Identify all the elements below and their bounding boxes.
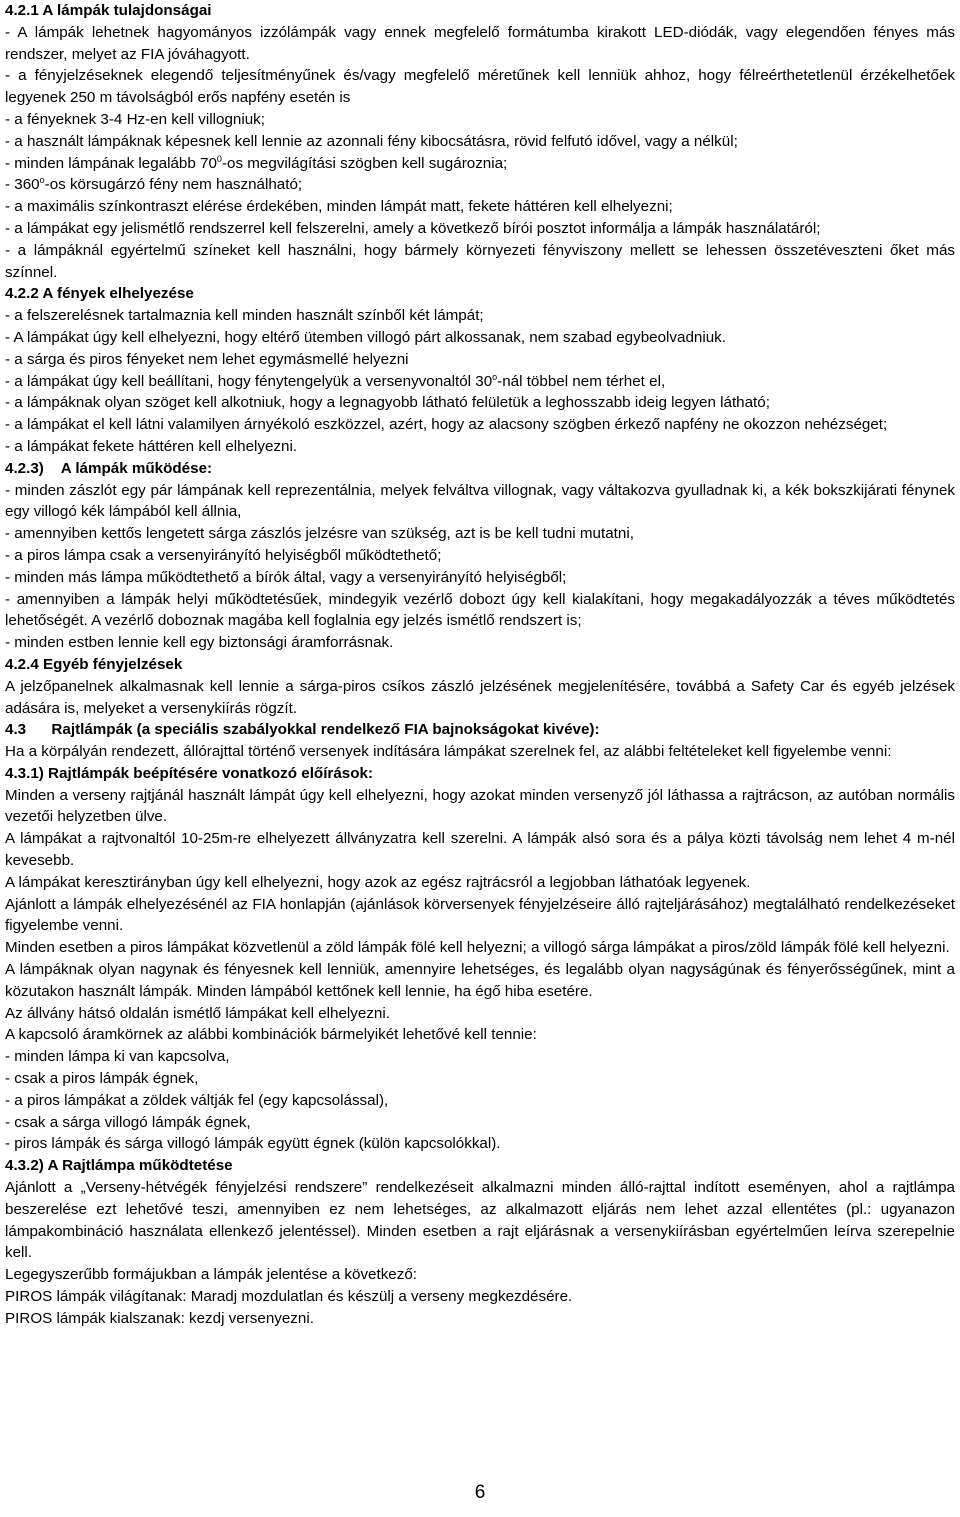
paragraph: Minden esetben a piros lámpákat közvetlenül a zöld lámpák fölé kell helyezni; a villogó sárga lámpákat a piros/zöld lámpák fölé kell helyezni. [5, 939, 950, 957]
section-heading: 4.2.2 A fények elhelyezése [5, 285, 194, 303]
paragraph: Ha a körpályán rendezett, állórajttal történő versenyek indítására lámpákat szerelnek fel, az alábbi feltételeket kell figyelembe venni: [5, 743, 892, 761]
paragraph: Minden a verseny rajtjánál használt lámpát úgy kell elhelyezni, hogy azokat minden versenyző jól láthassa a rajtrácson, az autóban normális vezetői helyzetben ülve. [5, 786, 955, 826]
paragraph: A jelzőpanelnek alkalmasnak kell lennie a sárga-piros csíkos zászló jelzésének megjelenítésére, továbbá a Safety Car és egyéb jelzések adására is, melyeket a versenykiírás rögzít. [5, 677, 955, 717]
list-item: - a fényeknek 3-4 Hz-en kell villogniuk; [5, 110, 265, 128]
superscript: o [39, 175, 45, 186]
section-heading: 4.2.1 A lámpák tulajdonságai [5, 2, 212, 19]
list-item: - amennyiben kettős lengetett sárga zászlós jelzésre van szükség, azt is be kell tudni mutatni, [5, 525, 634, 543]
text-run: - 360 [5, 176, 40, 194]
paragraph: A lámpákat a rajtvonaltól 10-25m-re elhelyezett állványzatra kell szerelni. A lámpák alsó sora és a pálya közti távolság nem lehet 4 m-nél kevesebb. [5, 830, 955, 870]
superscript: o [492, 371, 498, 382]
list-item: - a sárga és piros fényeket nem lehet egymásmellé helyezni [5, 350, 409, 368]
text-run: -nál többel nem térhet el, [497, 372, 666, 390]
list-item: - a lámpáknál egyértelmű színeket kell használni, hogy bármely környezeti fényviszony mellett se lehessen összetéveszteni őket más színnel. [5, 241, 955, 281]
text-run: -os körsugárzó fény nem használható; [44, 176, 303, 194]
list-item: - a lámpákat egy jelismétlő rendszerrel kell felszerelni, amely a következő bírói posztot informálja a lámpák használatáról; [5, 219, 821, 237]
document-page [5, 0, 955, 1330]
section-heading: 4.2.4 Egyéb fényjelzések [5, 655, 183, 673]
section-4-3-2 [5, 1155, 955, 1329]
list-item: - a maximális színkontraszt elérése érdekében, minden lámpát matt, fekete háttéren kell elhelyezni; [5, 198, 673, 216]
section-4-2-2 [5, 283, 955, 457]
list-item: - minden más lámpa működtethető a bírók által, vagy a versenyirányító helyiségből; [5, 568, 567, 586]
paragraph: Az állvány hátsó oldalán ismétlő lámpákat kell elhelyezni. [5, 1004, 390, 1022]
paragraph: Ajánlott a „Verseny-hétvégék fényjelzési rendszere” rendelkezéseit alkalmazni minden álló-rajttal indított eseményen, ahol a rajtlámpa beszerelése ezt lehetővé teszi, amennyiben ez nem lehetséges, az alkalmazott eljárás nem lehet azzal ellentétes (pl.: ugyanazon lámpakombináció használata ellenkező jelentéssel). Minden esetben a rajt eljárásnak a versenykiírásban egyértelműen leírva szerepelnie kell. [5, 1179, 955, 1262]
list-item: - a lámpákat el kell látni valamilyen árnyékoló eszközzel, azért, hogy az alacsony szögben érkező napfény ne okozzon nehézséget; [5, 416, 888, 434]
list-item: - amennyiben a lámpák helyi működtetésűek, mindegyik vezérlő dobozt úgy kell kialakítani, hogy megakadályozzák a téves működtetés lehetőségét. A vezérlő doboznak magába kell foglalnia egy jelzés ismétlő rendszert is; [5, 590, 955, 630]
list-item: - a felszerelésnek tartalmaznia kell minden használt színből két lámpát; [5, 307, 484, 325]
list-item: - minden zászlót egy pár lámpának kell reprezentálnia, melyek felváltva villognak, vagy váltakozva gyulladnak ki, a kék bokszkijárati fénynek egy villogó kék lámpából kell állnia, [5, 481, 955, 521]
paragraph: A lámpákat keresztirányban úgy kell elhelyezni, hogy azok az egész rajtrácsról a legjobban láthatóak legyenek. [5, 873, 751, 891]
section-4-3 [5, 719, 955, 763]
list-item: - minden lámpa ki van kapcsolva, [5, 1048, 230, 1066]
text-run: -os megvilágítási szögben kell sugároznia; [221, 154, 508, 172]
paragraph: A lámpáknak olyan nagynak és fényesnek kell lenniük, amennyire lehetséges, és legalább olyan nagyságúnak és fényerősségűnek, mint a közutakon használt lámpák. Minden lámpából kettőnek kell lennie, ha égő hiba esetére. [5, 961, 955, 1000]
list-item [5, 153, 955, 175]
section-4-3-1 [5, 763, 955, 1155]
list-item: - a használt lámpáknak képesnek kell lennie az azonnali fény kibocsátásra, rövid felfutó idővel, vagy a nélkül; [5, 132, 738, 150]
list-item: - piros lámpák és sárga villogó lámpák együtt égnek (külön kapcsolókkal). [5, 1135, 501, 1153]
section-heading: 4.3 Rajtlámpák (a speciális szabályokkal rendelkező FIA bajnokságokat kivéve): [5, 721, 600, 739]
text-run: - a lámpákat úgy kell beállítani, hogy fénytengelyük a versenyvonaltól 30 [5, 372, 493, 390]
list-item: - a lámpáknak olyan szöget kell alkotniuk, hogy a legnagyobb látható felületük a leghosszabb ideig legyen látható; [5, 394, 770, 412]
list-item: - a fényjelzéseknek elegendő teljesítményűnek és/vagy megfelelő méretűnek kell lenniük ahhoz, hogy félreérthetetlenül érzékelhetőek legyenek 250 m távolságból erős napfény esetén is [5, 67, 955, 107]
page-number: 6 [474, 1482, 486, 1503]
paragraph: A kapcsoló áramkörnek az alábbi kombinációk bármelyikét lehetővé kell tennie: [5, 1026, 537, 1044]
list-item: - a lámpákat fekete háttéren kell elhelyezni. [5, 437, 298, 455]
list-item: - A lámpákat úgy kell elhelyezni, hogy eltérő ütemben villogó párt alkossanak, nem szabad egybeolvadniuk. [5, 328, 726, 346]
paragraph: PIROS lámpák kialszanak: kezdj versenyezni. [5, 1309, 314, 1327]
section-4-2-3 [5, 458, 955, 654]
section-heading: 4.3.2) A Rajtlámpa működtetése [5, 1157, 233, 1175]
superscript: 0 [216, 153, 222, 164]
list-item: - a piros lámpákat a zöldek váltják fel (egy kapcsolással), [5, 1091, 389, 1109]
list-item: - minden estben lennie kell egy biztonsági áramforrásnak. [5, 634, 394, 652]
paragraph: PIROS lámpák világítanak: Maradj mozdulatlan és készülj a verseny megkezdésére. [5, 1288, 573, 1306]
list-item: - csak a sárga villogó lámpák égnek, [5, 1113, 251, 1131]
text-run: - minden lámpának legalább 70 [5, 154, 217, 172]
section-heading: 4.2.3) A lámpák működése: [5, 459, 213, 477]
list-item: - csak a piros lámpák égnek, [5, 1070, 199, 1088]
paragraph: Ajánlott a lámpák elhelyezésénél az FIA honlapján (ajánlások körversenyek fényjelzéseire álló rajteljárásához) megtalálható rendelkezéseket figyelembe venni. [5, 895, 955, 935]
section-heading: 4.3.1) Rajtlámpák beépítésére vonatkozó előírások: [5, 764, 374, 782]
section-4-2-1 [5, 0, 955, 283]
paragraph: Legegyszerűbb formájukban a lámpák jelentése a következő: [5, 1266, 417, 1284]
list-item [5, 371, 955, 393]
list-item [5, 174, 955, 196]
section-4-2-4 [5, 654, 955, 719]
list-item: - a piros lámpa csak a versenyirányító helyiségből működtethető; [5, 546, 442, 564]
list-item: - A lámpák lehetnek hagyományos izzólámpák vagy ennek megfelelő formátumba kirakott LED-diódák, vagy elegendően fényes más rendszer, melyet az FIA jóváhagyott. [5, 23, 955, 63]
